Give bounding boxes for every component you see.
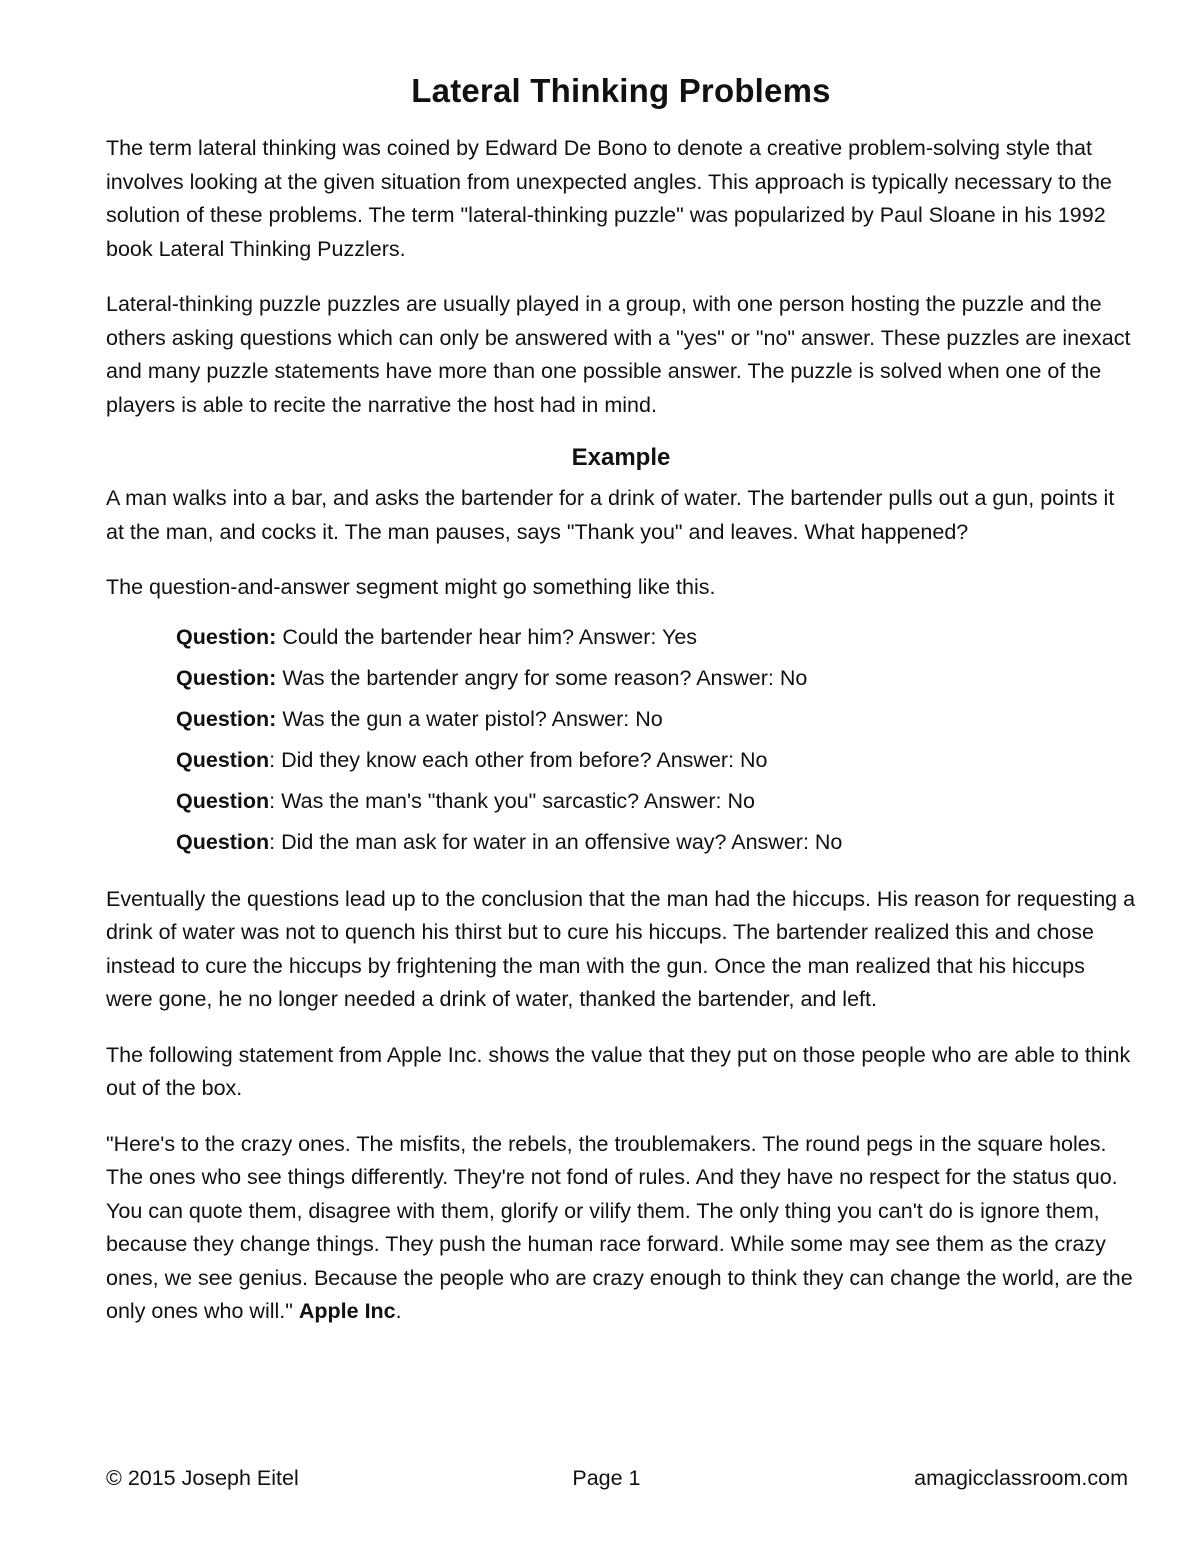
qa-label: Question [176, 747, 270, 772]
qa-item [176, 781, 1136, 822]
qa-text: : Did they know each other from before? Answer: No [269, 747, 768, 772]
intro-paragraph-1: The term lateral thinking was coined by Edward De Bono to denote a creative problem-solving style that involves looking at the given situation from unexpected angles. This approach is typically necessary to the solution of these problems. The term "lateral-thinking puzzle" was popularized by Paul Sloane in his 1992 book Lateral Thinking Puzzlers. [106, 136, 1112, 261]
example-heading: Example [571, 444, 671, 471]
qa-item [176, 822, 1136, 863]
qa-item [176, 699, 1136, 740]
qa-text: Was the gun a water pistol? Answer: No [276, 706, 663, 731]
qa-label: Question [176, 829, 270, 854]
qa-text: : Did the man ask for water in an offensive way? Answer: No [269, 829, 843, 854]
qa-label: Question: [176, 624, 277, 649]
footer-page-number: Page 1 [572, 1466, 641, 1490]
qa-item [176, 740, 1136, 781]
attribution-period: . [395, 1299, 402, 1323]
document-page [106, 72, 1136, 1351]
qa-item [176, 617, 1136, 658]
conclusion-paragraph: Eventually the questions lead up to the conclusion that the man had the hiccups. His reason for requesting a drink of water was not to quench his thirst but to cure his hiccups. The bartender realized this and chose instead to cure the hiccups by frightening the man with the gun. Once the man realized that his hiccups were gone, he no longer needed a drink of water, thanked the bartender, and left. [106, 886, 1136, 1011]
qa-item [176, 658, 1136, 699]
qa-label: Question: [176, 665, 277, 690]
qa-list [176, 617, 1136, 863]
qa-text: Could the bartender hear him? Answer: Yes [276, 624, 698, 649]
qa-text: : Was the man's "thank you" sarcastic? Answer: No [269, 788, 755, 813]
apple-quote-paragraph [106, 1128, 1136, 1329]
qa-text: Was the bartender angry for some reason? Answer: No [276, 665, 808, 690]
footer-copyright: © 2015 Joseph Eitel [106, 1466, 299, 1490]
intro-paragraph-2: Lateral-thinking puzzle puzzles are usually played in a group, with one person hosting the puzzle and the others asking questions which can only be answered with a "yes" or "no" answer. These puzzles are inexact and many puzzle statements have more than one possible answer. The puzzle is solved when one of the players is able to recite the narrative the host had in mind. [106, 292, 1131, 417]
qa-intro: The question-and-answer segment might go something like this. [106, 575, 716, 599]
apple-intro-paragraph: The following statement from Apple Inc. shows the value that they put on those people who are able to think out of the box. [106, 1042, 1131, 1100]
apple-quote: "Here's to the crazy ones. The misfits, the rebels, the troublemakers. The round pegs in the square holes. The ones who see things differently. They're not fond of rules. And they have no respect for the status quo. You can quote them, disagree with them, glorify or vilify them. The only thing you can't do is ignore them, because they change things. They push the human race forward. While some may see them as the crazy ones, we see genius. Because the people who are crazy enough to think they can change the world, are the only ones who will." [106, 1131, 1133, 1323]
example-scenario: A man walks into a bar, and asks the bartender for a drink of water. The bartender pulls out a gun, points it at the man, and cocks it. The man pauses, says "Thank you" and leaves. What happened? [106, 486, 1115, 544]
quote-attribution: Apple Inc [298, 1299, 396, 1323]
qa-label: Question: [176, 706, 277, 731]
page-title: Lateral Thinking Problems [411, 72, 831, 109]
page-footer [106, 1466, 1128, 1491]
qa-label: Question [176, 788, 270, 813]
footer-site: amagicclassroom.com [914, 1466, 1128, 1490]
